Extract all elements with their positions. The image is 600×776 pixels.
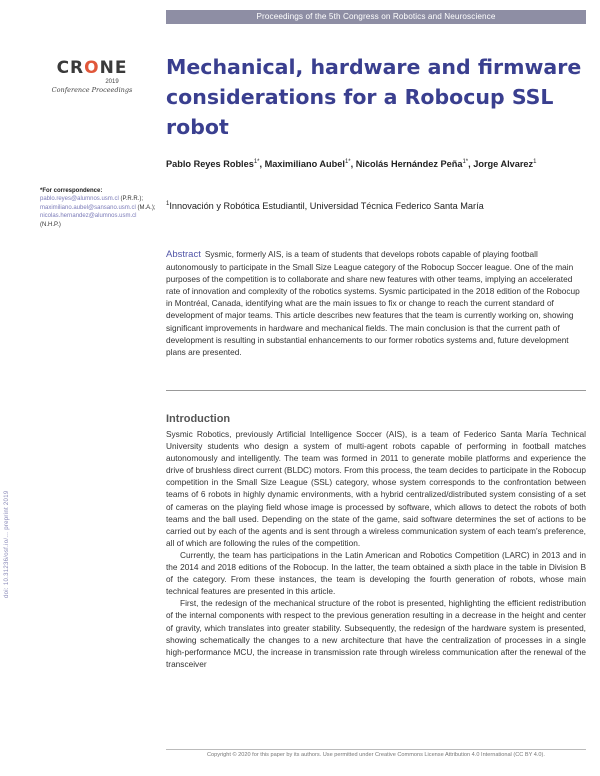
abstract-label: Abstract xyxy=(166,249,201,260)
abstract-text: Sysmic, formerly AIS, is a team of students that develops robots capable of playing football autonomously to participate in the Small Size League category of the Robocup Soccer league. One of the main purposes of the competition is to collaborate and share new features with other teams, implying an accelerated rate of innovation and complexity of the robotics systems. Sysmic participated in the 2018 edition of the Robocup in Montréal, Canada, identifying what are the main issues to fix or change to reach the current standard of development of major teams. This article describes new features that the team is currently working on, showing significant improvements in hardware and mechanical fields. The main conclusion is that the current path of development is resulting in substantial enhancements to our former robotics systems and, future development plans are presented. xyxy=(166,249,580,357)
logo-year: 2019 xyxy=(105,79,119,85)
crone-logo xyxy=(42,58,142,94)
email-link[interactable]: nicolas.hernandez@alumnos.usm.cl xyxy=(40,213,137,220)
introduction-heading: Introduction xyxy=(166,413,231,425)
footer-divider xyxy=(166,749,586,750)
section-divider xyxy=(166,390,586,391)
logo-wordmark: CRONE xyxy=(56,58,128,78)
paragraph: First, the redesign of the mechanical structure of the robot is presented, highlighting the efficient redistribution of the internal components with respect to the previous generation resulting in a decrease in the height and center of gravity, which translates into greater stability. Subsequently, the redesign of the hardware system is presented, showing schematically the changes to a new architecture that have the centralization of processes in a single high-performance MCU, the increase in transmission rate through wireless communication after the renewal of the transceiver xyxy=(166,598,586,669)
affiliation: $^1$Innovación y Robótica Estudiantil, Universidad Técnica Federico Santa María xyxy=(166,200,484,211)
author-list: Pablo Reyes Robles$^{1*}$, Maximiliano Aubel$^{1*}$, Nicolás Hernández Peña$^{1*}$, Jorge Alvarez$^1$ xyxy=(166,158,537,169)
email-link[interactable]: maximiliano.aubel@sansano.usm.cl xyxy=(40,204,136,211)
paragraph: Currently, the team has participations in the Latin American and Robotics Competition (LARC) in 2013 and in the 2014 and 2018 editions of the Robocup. In the latter, the team obtained a sixth place in the table in Division B of the category. From these instances, the team is developing the fourth generation of robots, whose main technical features are presented in this article. xyxy=(166,549,586,597)
copyright-footer: Copyright © 2020 for this paper by its authors. Use permitted under Creative Commons License Attribution 4.0 International (CC BY 4.0). xyxy=(207,752,545,758)
paragraph: Sysmic Robotics, previously Artificial Intelligence Soccer (AIS), is a team of Federico Santa María Technical University students who design a system of multi-agent robots capable of performing in football matches autonomously and intelligently. The team was formed in 2011 to generate mobile platforms and experience the drive of brushless direct current (BLDC) motors. From this process, the team decides to participate in the Robocup competition in the Small Size League (SSL) category, whose system corresponds to the confrontation between teams of 6 robots in highly dynamic environments, with a hybrid centralized/distributed system consisting of a set of cameras on the playing field whose image is processed by software, which allows to detect the robots of both teams and the ball used. Depending on the state of the game, said software determines the set of actions to be carried out by each of the agents and is sent through a wireless communication system of each team's preference, all of which are following the rules of the competition. xyxy=(166,429,586,548)
introduction-body xyxy=(166,428,586,670)
proceedings-banner: Proceedings of the 5th Congress on Robotics and Neuroscience xyxy=(166,10,586,24)
correspondence-note: *For correspondence: pablo.reyes@alumnos.usm.cl (P.R.R.); maximiliano.aubel@sansano.usm.cl (M.A.); nicolas.hernandez@alumnos.usm.cl (N.H.P.) xyxy=(40,187,158,229)
email-link[interactable]: pablo.reyes@alumnos.usm.cl xyxy=(40,196,119,203)
abstract xyxy=(166,248,586,358)
side-watermark: doi: 10.31236/osf.io/... preprint 2019 xyxy=(4,490,10,598)
logo-subtitle: Conference Proceedings xyxy=(51,86,133,94)
paper-title: Mechanical, hardware and firmware considerations for a Robocup SSL robot xyxy=(166,55,582,139)
correspondence-heading: *For correspondence: xyxy=(40,188,103,194)
